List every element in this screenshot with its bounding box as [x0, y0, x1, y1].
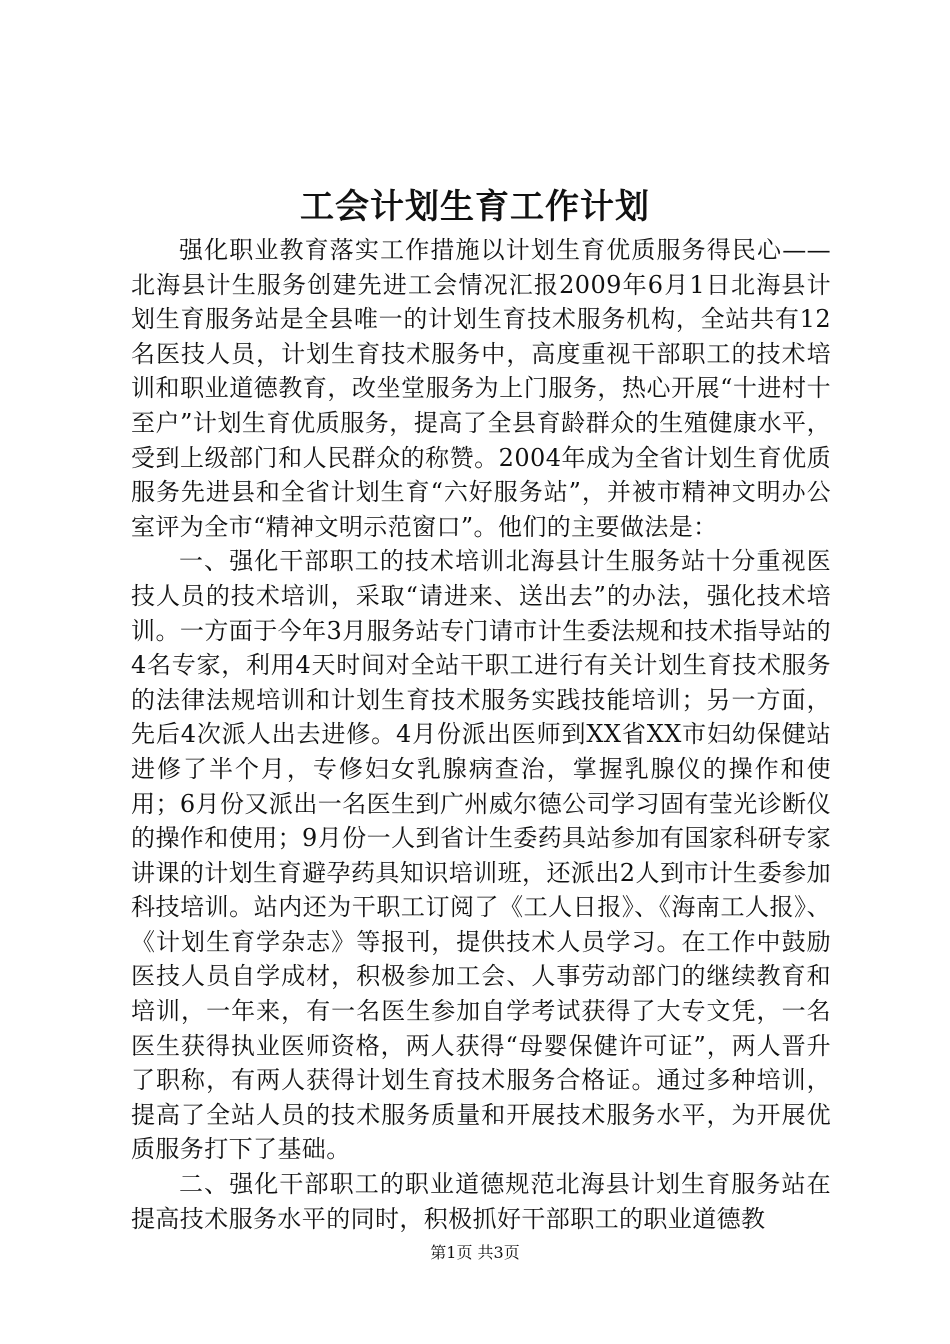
document-body: [131, 233, 831, 1236]
paragraph-intro: 强化职业教育落实工作措施以计划生育优质服务得民心——北海县计生服务创建先进工会情况汇报2009年6月1日北海县计划生育服务站是全县唯一的计划生育技术服务机构，全站共有12名医技人员，计划生育技术服务中，高度重视干部职工的技术培训和职业道德教育，改坐堂服务为上门服务，热心开展“十进村十至户”计划生育优质服务，提高了全县育龄群众的生殖健康水平，受到上级部门和人民群众的称赞。2004年成为全省计划生育优质服务先进县和全省计划生育“六好服务站”，并被市精神文明办公室评为全市“精神文明示范窗口”。他们的主要做法是：: [131, 236, 831, 541]
paragraph-section-2: 二、强化干部职工的职业道德规范北海县计划生育服务站在提高技术服务水平的同时，积极抓好干部职工的职业道德教: [131, 1170, 831, 1233]
paragraph-section-1: 一、强化干部职工的技术培训北海县计生服务站十分重视医技人员的技术培训，采取“请进来、送出去”的办法，强化技术培训。一方面于今年3月服务站专门请市计生委法规和技术指导站的4名专家，利用4天时间对全站干职工进行有关计划生育技术服务的法律法规培训和计划生育技术服务实践技能培训；另一方面，先后4次派人出去进修。4月份派出医师到XX省XX市妇幼保健站进修了半个月，专修妇女乳腺病查治，掌握乳腺仪的操作和使用；6月份又派出一名医生到广州威尔德公司学习固有莹光诊断仪的操作和使用；9月份一人到省计生委药具站参加有国家科研专家讲课的计划生育避孕药具知识培训班，还派出2人到市计生委参加科技培训。站内还为干职工订阅了《工人日报》、《海南工人报》、《计划生育学杂志》等报刊，提供技术人员学习。在工作中鼓励医技人员自学成材，积极参加工会、人事劳动部门的继续教育和培训，一年来，有一名医生参加自学考试获得了大专文凭，一名医生获得执业医师资格，两人获得“母婴保健许可证”，两人晋升了职称，有两人获得计划生育技术服务合格证。通过多种培训，提高了全站人员的技术服务质量和开展技术服务水平，为开展优质服务打下了基础。: [131, 547, 831, 1164]
page-number-footer: 第1页 共3页: [430, 1243, 520, 1262]
document-title: 工会计划生育工作计划: [300, 187, 650, 227]
